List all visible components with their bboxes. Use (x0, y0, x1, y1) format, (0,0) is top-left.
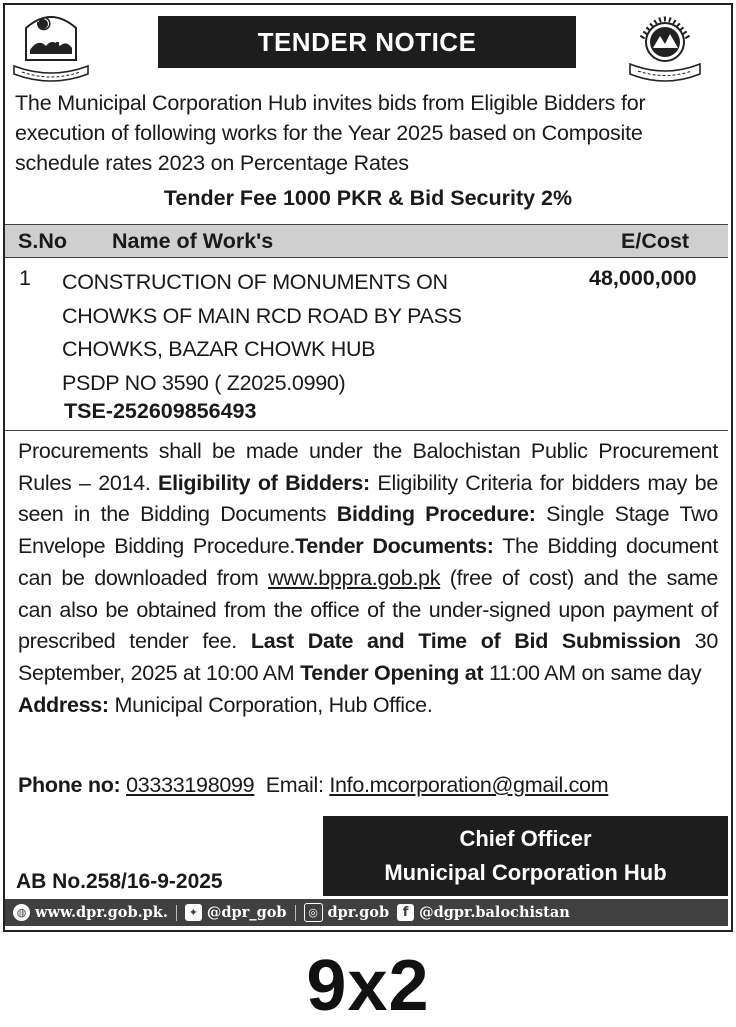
tender-notice-title: TENDER NOTICE (158, 16, 576, 68)
website-text: www.dpr.gob.pk. (35, 904, 168, 921)
documents-heading: Tender Documents: (295, 534, 494, 559)
twitter-icon: ✦ (185, 904, 202, 921)
eligibility-text: Eligibility Criteria for bidders may be seen in the Bidding Documents (18, 470, 718, 527)
ab-number: AB No.258/16-9-2025 (16, 870, 223, 893)
phone-number[interactable]: 03333198099 (126, 773, 255, 797)
conditions-text (18, 436, 718, 690)
procedure-heading: Bidding Procedure: (336, 502, 536, 527)
email-label: Email: (265, 773, 324, 797)
intro-line-2: execution of following works for the Year 2025 based on Composite (15, 121, 643, 145)
works-table-header (5, 224, 728, 258)
work-name-line-1: CONSTRUCTION OF MONUMENTS ON (62, 270, 448, 294)
conditions-paragraph (18, 436, 718, 721)
documents-text: The Bidding document can be downloaded from (18, 534, 718, 590)
header-name-of-work: Name of Work's (112, 229, 274, 253)
work-name-line-3: CHOWKS, BAZAR CHOWK HUB (62, 337, 376, 361)
footer-instagram[interactable] (304, 903, 390, 922)
header-estimated-cost: E/Cost (621, 229, 690, 253)
signatory-office: Municipal Corporation Hub (384, 860, 667, 885)
twitter-handle: @dpr_gob (206, 904, 287, 921)
tender-fee-line: Tender Fee 1000 PKR & Bid Security 2% (163, 186, 573, 210)
ad-size-label: 9x2 (306, 946, 430, 1026)
footer-facebook[interactable] (397, 904, 570, 921)
address-value: Municipal Corporation, Hub Office. (108, 692, 433, 717)
procurement-rules-text: Procurements shall be made under the Balochistan Public Procurement Rules – 2014. (18, 439, 718, 495)
header-sno: S.No (18, 229, 67, 253)
estimated-cost: 48,000,000 (589, 266, 697, 290)
documents-text-cont: (free of cost) and the same can also be obtained from the office of the under-signed upon payment of prescribed tender fee. (18, 565, 718, 654)
signature-block (323, 816, 728, 896)
intro-line-3: schedule rates 2023 on Percentage Rates (15, 151, 409, 175)
submission-deadline-heading: Last Date and Time of Bid Submission (250, 629, 681, 654)
intro-paragraph (15, 88, 720, 178)
address-line (18, 690, 718, 722)
eligibility-heading: Eligibility of Bidders: (158, 470, 370, 495)
procedure-text: Single Stage Two Envelope Bidding Procedure. (18, 502, 718, 559)
footer-separator (176, 905, 177, 921)
work-name-line-2: CHOWKS OF MAIN RCD ROAD BY PASS (62, 303, 462, 328)
tse-number: TSE-252609856493 (64, 399, 257, 423)
municipal-corporation-emblem (622, 8, 708, 84)
work-name (62, 266, 462, 400)
footer-bar (5, 899, 728, 926)
work-name-line-4: PSDP NO 3590 ( Z2025.0990) (62, 370, 346, 395)
contact-line (18, 773, 608, 798)
balochistan-government-emblem (8, 8, 94, 84)
instagram-handle: dpr.gob (327, 904, 390, 921)
row-sno: 1 (19, 266, 31, 290)
instagram-icon: ◎ (304, 903, 323, 922)
table-divider (5, 430, 728, 431)
facebook-icon: f (397, 904, 414, 921)
footer-website[interactable] (13, 904, 168, 921)
footer-separator (295, 905, 296, 921)
intro-line-1: The Municipal Corporation Hub invites bids from Eligible Bidders for (15, 91, 646, 115)
bppra-website-link[interactable]: www.bppra.gob.pk (268, 565, 441, 590)
footer-twitter[interactable] (185, 904, 287, 921)
phone-label: Phone no: (18, 773, 121, 797)
tender-opening-text: 11:00 AM on same day (483, 660, 702, 685)
globe-icon: ◍ (13, 904, 30, 921)
tender-opening-heading: Tender Opening at (300, 660, 484, 685)
signatory-title: Chief Officer (459, 826, 592, 851)
email-address[interactable]: Info.mcorporation@gmail.com (329, 773, 609, 797)
facebook-handle: @dgpr.balochistan (419, 904, 570, 921)
address-label: Address: (18, 692, 109, 717)
submission-deadline-text: 30 September, 2025 at 10:00 AM (18, 629, 718, 685)
